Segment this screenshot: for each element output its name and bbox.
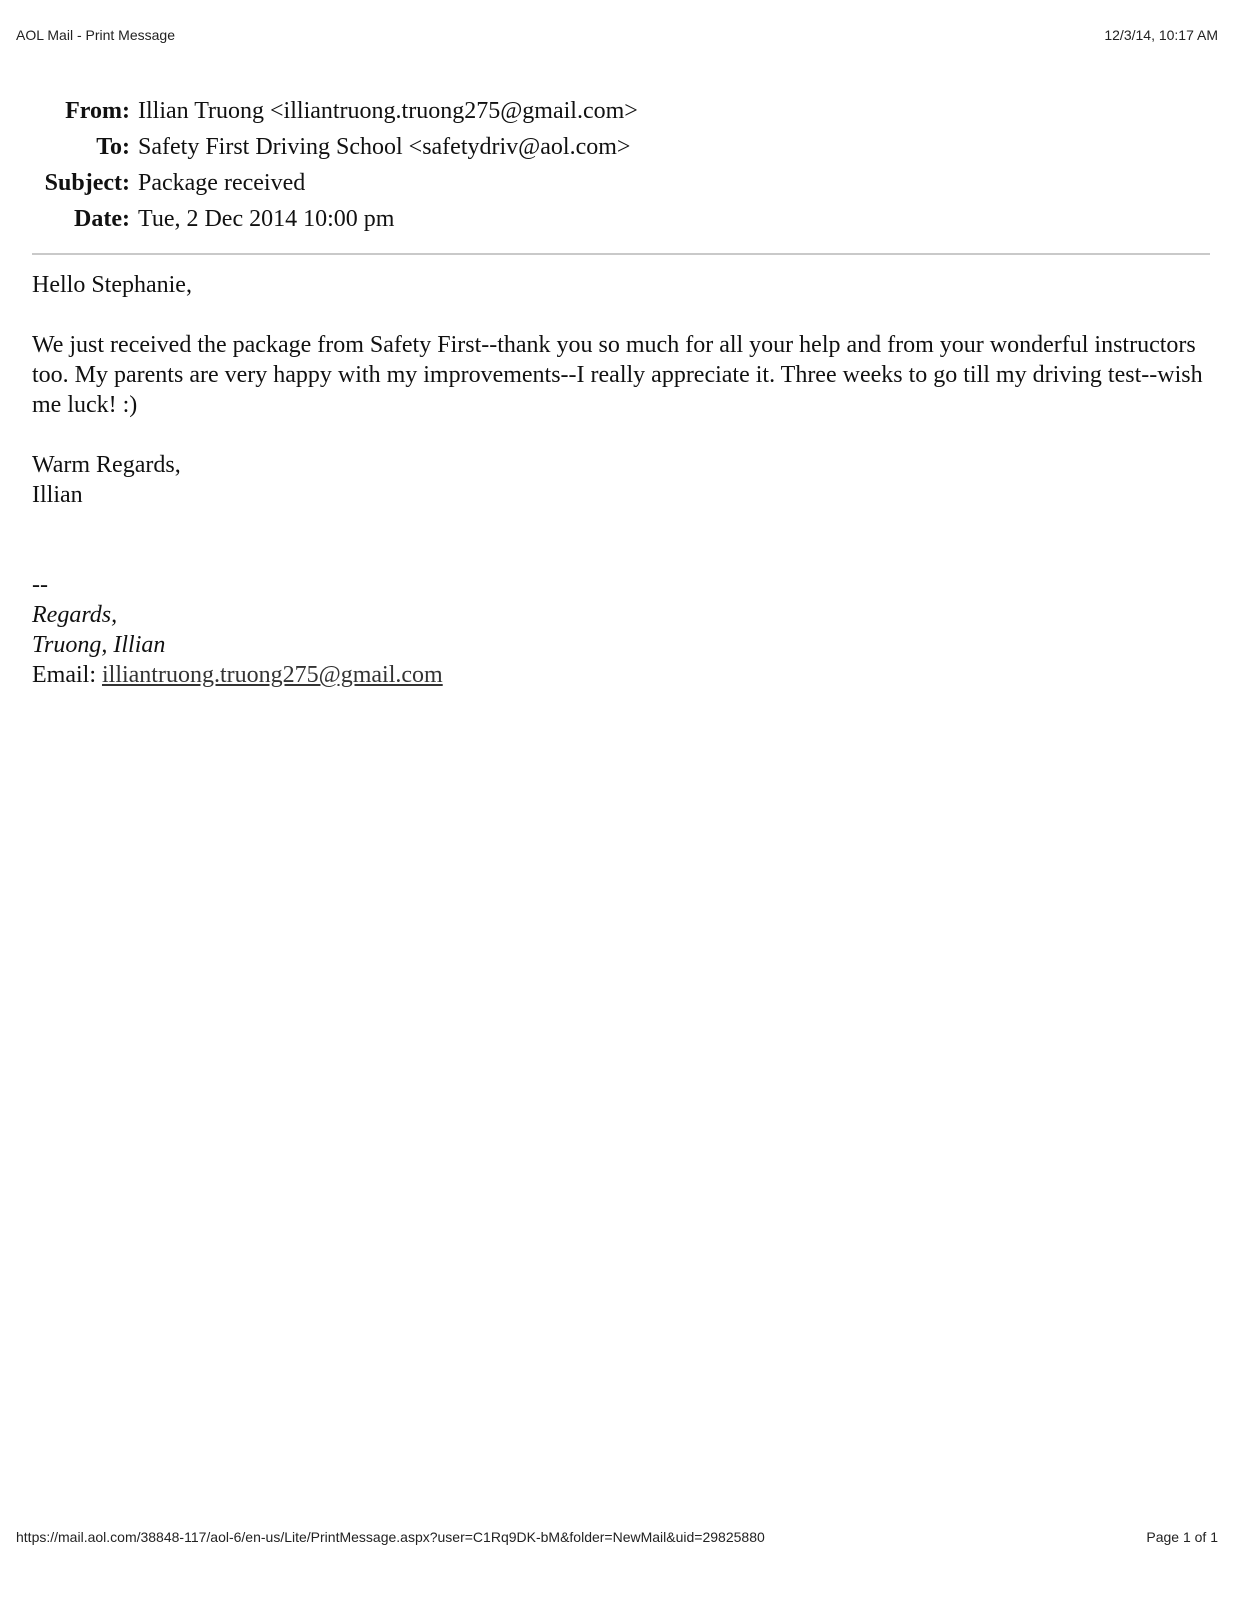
- page-number: Page 1 of 1: [1146, 1529, 1218, 1545]
- to-row: [30, 129, 638, 165]
- print-title: AOL Mail - Print Message: [16, 27, 175, 43]
- print-header: [16, 27, 1218, 43]
- signature-email-label: Email:: [32, 662, 102, 688]
- date-value: Tue, 2 Dec 2014 10:00 pm: [138, 206, 395, 232]
- to-label: To:: [96, 134, 130, 160]
- subject-row: [30, 165, 638, 201]
- print-footer: [16, 1529, 1218, 1545]
- signature-separator: --: [32, 572, 48, 598]
- from-value: Illian Truong <illiantruong.truong275@gmail.com>: [138, 98, 638, 124]
- message-body: [32, 270, 1212, 690]
- from-row: [30, 93, 638, 129]
- date-label: Date:: [74, 206, 130, 232]
- sender-name: Illian: [32, 482, 83, 508]
- print-url: https://mail.aol.com/38848-117/aol-6/en-us/Lite/PrintMessage.aspx?user=C1Rq9DK-bM&folder=NewMail&uid=29825880: [16, 1529, 765, 1545]
- message-paragraph: We just received the package from Safety First--thank you so much for all your help and from your wonderful instructors too. My parents are very happy with my improvements--I really appreciate it. Three weeks to go till my driving test--wish me luck! :): [32, 332, 1203, 418]
- signature-name: Truong, Illian: [32, 632, 166, 658]
- from-label: From:: [65, 98, 130, 124]
- to-value: Safety First Driving School <safetydriv@aol.com>: [138, 134, 631, 160]
- date-row: [30, 201, 638, 237]
- signature: [32, 570, 1212, 690]
- spacer: [32, 420, 1212, 450]
- subject-value: Package received: [138, 170, 306, 196]
- print-timestamp: 12/3/14, 10:17 AM: [1104, 27, 1218, 43]
- greeting: Hello Stephanie,: [32, 272, 192, 298]
- closing: Warm Regards,: [32, 452, 181, 478]
- signature-email-link[interactable]: illiantruong.truong275@gmail.com: [101, 662, 443, 688]
- email-headers: [30, 93, 638, 237]
- signature-regards: Regards,: [32, 602, 118, 628]
- signature-email-line: [32, 660, 1212, 690]
- spacer: [32, 300, 1212, 330]
- subject-label: Subject:: [44, 170, 130, 196]
- header-divider: [32, 253, 1210, 255]
